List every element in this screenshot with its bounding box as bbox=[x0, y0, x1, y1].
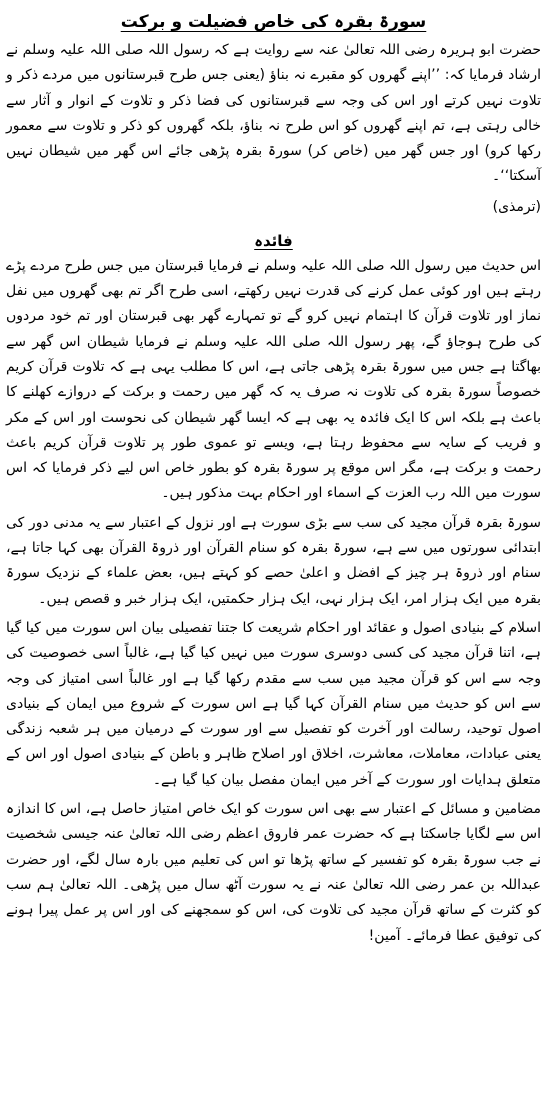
paragraph-distinction: مضامین و مسائل کے اعتبار سے بھی اس سورت کو ایک خاص امتیاز حاصل ہے، اس کا اندازہ اس سے لگایا جاسکتا ہے کہ حضرت عمر فاروق اعظم رضی اللہ تعالیٰ عنہ جیسی شخصیت نے جب سورۃ بقرہ کو تفسیر کے ساتھ پڑھا تو اس کی تعلیم میں بارہ سال لگے، اور حضرت عبداللہ بن عمر رضی اللہ تعالیٰ عنہ نے یہ سورت آٹھ سال میں پڑھی۔ اللہ تعالیٰ ہم سب کو کثرت کے ساتھ قرآن مجید کی تلاوت کی، اس کو سمجھنے کی اور اس پر عمل پیرا ہونے کی توفیق عطا فرمائے۔ آمین! bbox=[6, 801, 541, 944]
hadith-text: حضرت ابو ہریرہ رضی اللہ تعالیٰ عنہ سے روایت ہے کہ رسول اللہ صلی اللہ علیہ وسلم نے ارشاد فرمایا کہ: ’’اپنے گھروں کو مقبرے نہ بناؤ (یعنی جس طرح قبرستانوں میں مردے ذکر و تلاوت نہیں کرتے اور اس کی وجہ سے قبرستانوں کی فضا ذکر و تلاوت کے انوار و آثار سے خالی رہتی ہے، تم اپنے گھروں کو اس طرح نہ بناؤ، بلکہ گھروں کو ذکر و تلاوت سے معمور رکھا کرو) اور جس گھر میں (خاص کر) سورۃ بقرہ پڑھی جائے اس گھر میں شیطان نہیں آسکتا‘‘۔ bbox=[6, 42, 541, 185]
hadith-reference: (ترمذی) bbox=[492, 198, 541, 215]
document-title: سورۃ بقرہ کی خاص فضیلت و برکت bbox=[120, 12, 427, 32]
section-heading: فائدہ bbox=[254, 231, 293, 250]
paragraph-surah-intro: سورۃ بقرہ قرآن مجید کی سب سے بڑی سورت ہے اور نزول کے اعتبار سے یہ مدنی دور کی ابتدائی سورتوں میں سے ہے، سورۃ بقرہ کو سنام القرآن اور ذروۃ القرآن بھی کہا جاتا ہے، سنام اور ذروۃ ہر چیز کے افضل و اعلیٰ حصے کو کہتے ہیں، بعض علماء کے نزدیک سورۃ بقرہ میں ایک ہزار امر، ایک ہزار نہی، ایک ہزار حکمتیں، ایک ہزار خبر و قصص ہیں۔ bbox=[6, 514, 541, 607]
paragraph-explanation: اس حدیث میں رسول اللہ صلی اللہ علیہ وسلم نے فرمایا قبرستان میں جس طرح مردے پڑے رہتے ہیں اور کوئی عمل کرنے کی قدرت نہیں رکھتے، اسی طرح اگر تم بھی گھروں میں نفل نماز اور تلاوت قرآن کا اہتمام نہیں کرو گے تو تمہارے گھر بھی قبرستان اور تم خود مردوں کی طرح ہوجاؤ گے، پھر رسول اللہ صلی اللہ علیہ وسلم نے فرمایا شیطان اس گھر سے بھاگتا ہے جس میں سورۃ بقرہ پڑھی جاتی ہے، اس کا مطلب یہی ہے کہ تلاوت قرآن کریم خصوصاً سورۃ بقرہ کی تلاوت نہ صرف یہ کہ گھر میں رحمت و برکت کے دروازے کھلنے کا باعث ہے بلکہ اس کا ایک فائدہ یہ بھی ہے کہ ایسا گھر شیطان کی نحوست اور اس کے مکر و فریب کے سایہ سے محفوظ رہتا ہے، ویسے تو عموی طور پر تلاوت قرآن کریم باعث رحمت و برکت ہے، مگر اس موقع پر سورۃ بقرہ کو بطور خاص اس لیے ذکر فرمایا کہ اس سورت میں اللہ رب العزت کے اسماء اور احکام بہت مذکور ہیں۔ bbox=[6, 257, 541, 502]
paragraph-principles: اسلام کے بنیادی اصول و عقائد اور احکام شریعت کا جتنا تفصیلی بیان اس سورت میں کیا گیا ہے، اتنا قرآن مجید کی کسی دوسری سورت میں نہیں کیا گیا ہے، غالباً اسی خصوصیت کی وجہ سے اس کو قرآن مجید میں سب سے مقدم رکھا گیا ہے اور غالباً اسی امتیاز کی وجہ سے اس کو حدیث میں سنام القرآن کہا گیا ہے اس سورت کے شروع میں ایمان کے بنیادی اصول توحید، رسالت اور آخرت کو تفصیل سے اور سورت کے درمیان میں ہر شعبہ زندگی یعنی عبادات، معاملات، معاشرت، اخلاق اور اصلاح ظاہر و باطن کے بنیادی اصول اور اس کے متعلق ہدایات اور سورت کے آخر میں ایمان مفصل بیان کیا گیا ہے۔ bbox=[6, 619, 541, 788]
